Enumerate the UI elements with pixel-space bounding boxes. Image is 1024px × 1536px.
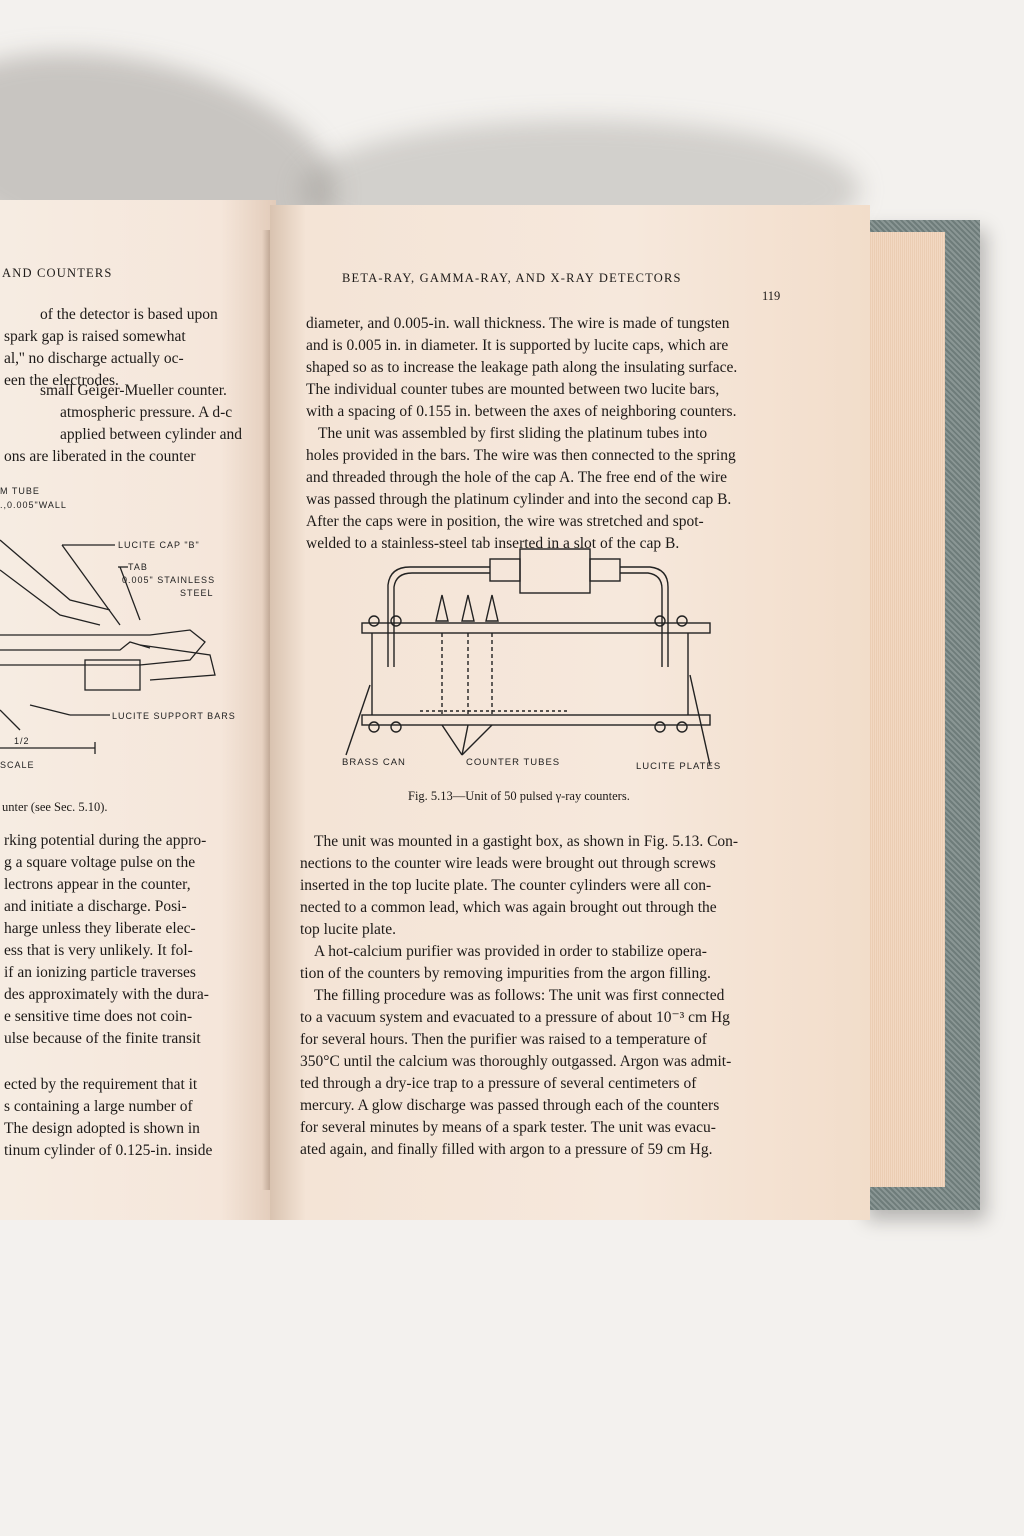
left-line: ulse because of the finite transit bbox=[4, 1030, 201, 1047]
right-line: diameter, and 0.005-in. wall thickness. The wire is made of tungsten bbox=[306, 315, 730, 332]
right-line: mercury. A glow discharge was passed through each of the counters bbox=[300, 1097, 720, 1114]
left-line: g a square voltage pulse on the bbox=[4, 854, 196, 871]
label-cap-b: LUCITE CAP "B" bbox=[118, 540, 200, 550]
left-line: lectrons appear in the counter, bbox=[4, 876, 191, 893]
right-line: for several hours. Then the purifier was raised to a temperature of bbox=[300, 1031, 707, 1048]
figure-caption: Fig. 5.13—Unit of 50 pulsed γ-ray counters. bbox=[408, 789, 630, 803]
right-line: The unit was assembled by first sliding the platinum tubes into bbox=[318, 425, 708, 442]
label-brass-can: BRASS CAN bbox=[342, 757, 406, 768]
left-line: ons are liberated in the counter bbox=[4, 448, 196, 465]
left-line: al,'' no discharge actually oc- bbox=[4, 350, 184, 367]
left-line: spark gap is raised somewhat bbox=[4, 328, 186, 345]
right-line: with a spacing of 0.155 in. between the axes of neighboring counters. bbox=[306, 403, 737, 420]
label-stainless: 0.005" STAINLESS bbox=[122, 575, 216, 585]
left-caption: unter (see Sec. 5.10). bbox=[2, 800, 108, 814]
label-tab: TAB bbox=[128, 562, 148, 572]
left-line: applied between cylinder and bbox=[60, 426, 243, 443]
right-line: The filling procedure was as follows: The unit was first connected bbox=[314, 987, 725, 1004]
right-line: nections to the counter wire leads were brought out through screws bbox=[300, 855, 716, 872]
right-line: 350°C until the calcium was thoroughly outgassed. Argon was admit- bbox=[300, 1053, 732, 1070]
counter-tube-diagram bbox=[0, 470, 276, 800]
right-line: ated again, and finally filled with argon to a pressure of 59 cm Hg. bbox=[300, 1141, 713, 1158]
left-line: een the electrodes. bbox=[4, 372, 119, 389]
right-line: for several minutes by means of a spark tester. The unit was evacu- bbox=[300, 1119, 716, 1136]
label-tube: M TUBE bbox=[0, 486, 40, 496]
left-line: ess that is very unlikely. It fol- bbox=[4, 942, 193, 959]
left-page bbox=[0, 200, 276, 1220]
label-counter-tubes: COUNTER TUBES bbox=[466, 757, 561, 768]
right-line: to a vacuum system and evacuated to a pressure of about 10⁻³ cm Hg bbox=[300, 1009, 730, 1026]
page-number: 119 bbox=[762, 289, 781, 303]
label-half: 1/2 bbox=[14, 736, 30, 746]
left-line: des approximately with the dura- bbox=[4, 986, 209, 1003]
left-line: ected by the requirement that it bbox=[4, 1076, 198, 1093]
right-line: After the caps were in position, the wire was stretched and spot- bbox=[306, 513, 704, 530]
right-line: inserted in the top lucite plate. The counter cylinders were all con- bbox=[300, 877, 712, 894]
right-line: The individual counter tubes are mounted between two lucite bars, bbox=[306, 381, 720, 398]
right-line: A hot-calcium purifier was provided in order to stabilize opera- bbox=[314, 943, 707, 960]
right-line: holes provided in the bars. The wire was then connected to the spring bbox=[306, 447, 736, 464]
right-line: top lucite plate. bbox=[300, 921, 396, 938]
left-line: rking potential during the appro- bbox=[4, 832, 207, 849]
label-support-bars: LUCITE SUPPORT BARS bbox=[112, 711, 236, 721]
label-steel: STEEL bbox=[180, 588, 214, 598]
left-line: The design adopted is shown in bbox=[4, 1120, 200, 1137]
right-line: and threaded through the hole of the cap A. The free end of the wire bbox=[306, 469, 728, 486]
right-line: nected to a common lead, which was again brought out through the bbox=[300, 899, 717, 916]
left-line: if an ionizing particle traverses bbox=[4, 964, 196, 981]
right-line: The unit was mounted in a gastight box, as shown in Fig. 5.13. Con- bbox=[314, 833, 739, 850]
right-line: and is 0.005 in. in diameter. It is supported by lucite caps, which are bbox=[306, 337, 729, 354]
left-line: small Geiger-Mueller counter. bbox=[40, 382, 227, 399]
right-line: welded to a stainless-steel tab inserted in a slot of the cap B. bbox=[306, 535, 680, 552]
right-line: was passed through the platinum cylinder and into the second cap B. bbox=[306, 491, 732, 508]
right-header: BETA-RAY, GAMMA-RAY, AND X-RAY DETECTORS bbox=[342, 271, 682, 285]
counter-unit-diagram bbox=[270, 525, 870, 785]
left-line: atmospheric pressure. A d-c bbox=[60, 404, 233, 421]
label-lucite-plates: LUCITE PLATES bbox=[636, 761, 722, 772]
left-line: s containing a large number of bbox=[4, 1098, 193, 1115]
left-line: tinum cylinder of 0.125-in. inside bbox=[4, 1142, 213, 1159]
right-page bbox=[270, 205, 870, 1220]
right-line: shaped so as to increase the leakage path along the insulating surface. bbox=[306, 359, 738, 376]
left-header: AND COUNTERS bbox=[2, 266, 113, 280]
left-line: of the detector is based upon bbox=[40, 306, 218, 323]
label-wall: .,0.005"WALL bbox=[0, 500, 67, 510]
right-line: tion of the counters by removing impurities from the argon filling. bbox=[300, 965, 711, 982]
left-line: harge unless they liberate elec- bbox=[4, 920, 196, 937]
left-line: and initiate a discharge. Posi- bbox=[4, 898, 187, 915]
left-line: e sensitive time does not coin- bbox=[4, 1008, 193, 1025]
right-line: ted through a dry-ice trap to a pressure of several centimeters of bbox=[300, 1075, 697, 1092]
label-scale: SCALE bbox=[0, 760, 35, 770]
